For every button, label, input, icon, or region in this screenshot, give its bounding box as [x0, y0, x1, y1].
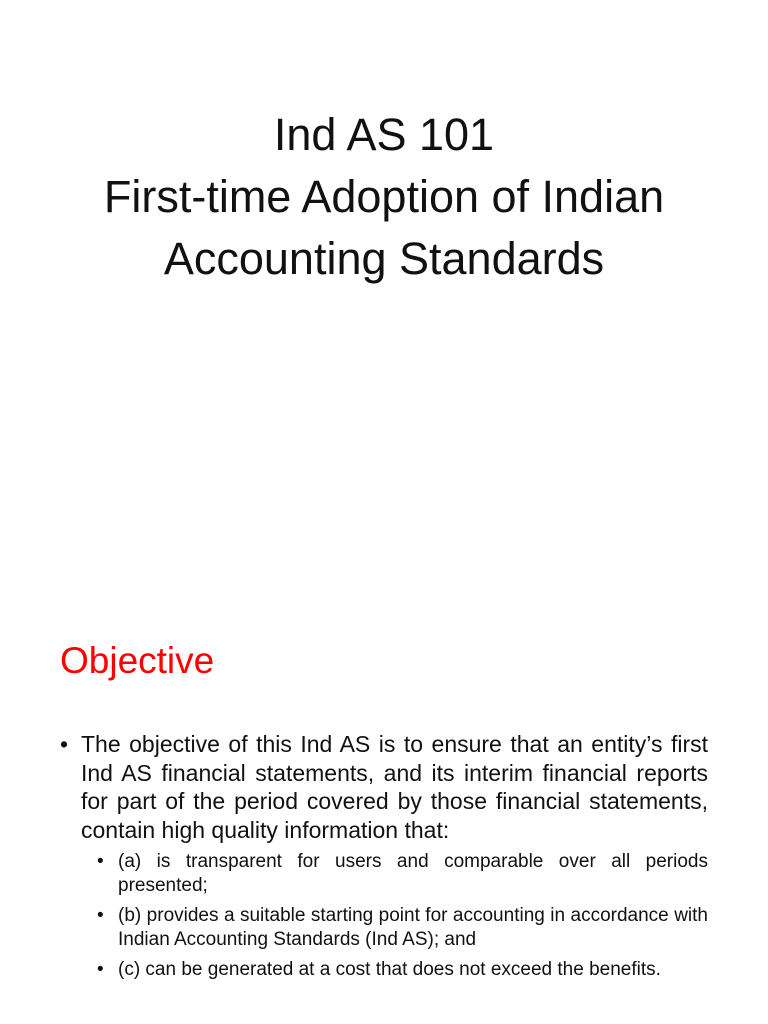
bullet-marker: •	[97, 904, 104, 926]
title-line-subject: First-time Adoption of Indian	[103, 171, 665, 222]
sub-point-text: (a) is transparent for users and comparable over all periods presented;	[118, 850, 708, 897]
sub-point-c	[97, 958, 708, 983]
slide-title	[0, 104, 768, 290]
bullet-marker: •	[60, 731, 69, 757]
objective-body	[60, 730, 708, 982]
sub-point-text: (b) provides a suitable starting point for accounting in accordance with Indian Accounting Standards (Ind AS); and	[118, 904, 708, 951]
sub-point-a	[97, 850, 708, 899]
objective-slide	[0, 580, 768, 1024]
objective-intro-text: The objective of this Ind AS is to ensure that an entity’s first Ind AS financial statements, and its interim financial reports for part of the period covered by those financial statements, contain high quality information that:	[81, 731, 708, 844]
title-line-standard: Ind AS 101	[273, 109, 495, 160]
title-line-standards: Accounting Standards	[163, 233, 605, 284]
bullet-marker: •	[97, 958, 104, 980]
objective-bullet	[60, 730, 708, 845]
objective-heading: Objective	[60, 640, 215, 681]
sub-point-b	[97, 904, 708, 953]
sub-point-text: (c) can be generated at a cost that does not exceed the benefits.	[118, 958, 661, 980]
objective-sub-list	[97, 850, 708, 983]
bullet-marker: •	[97, 850, 104, 872]
